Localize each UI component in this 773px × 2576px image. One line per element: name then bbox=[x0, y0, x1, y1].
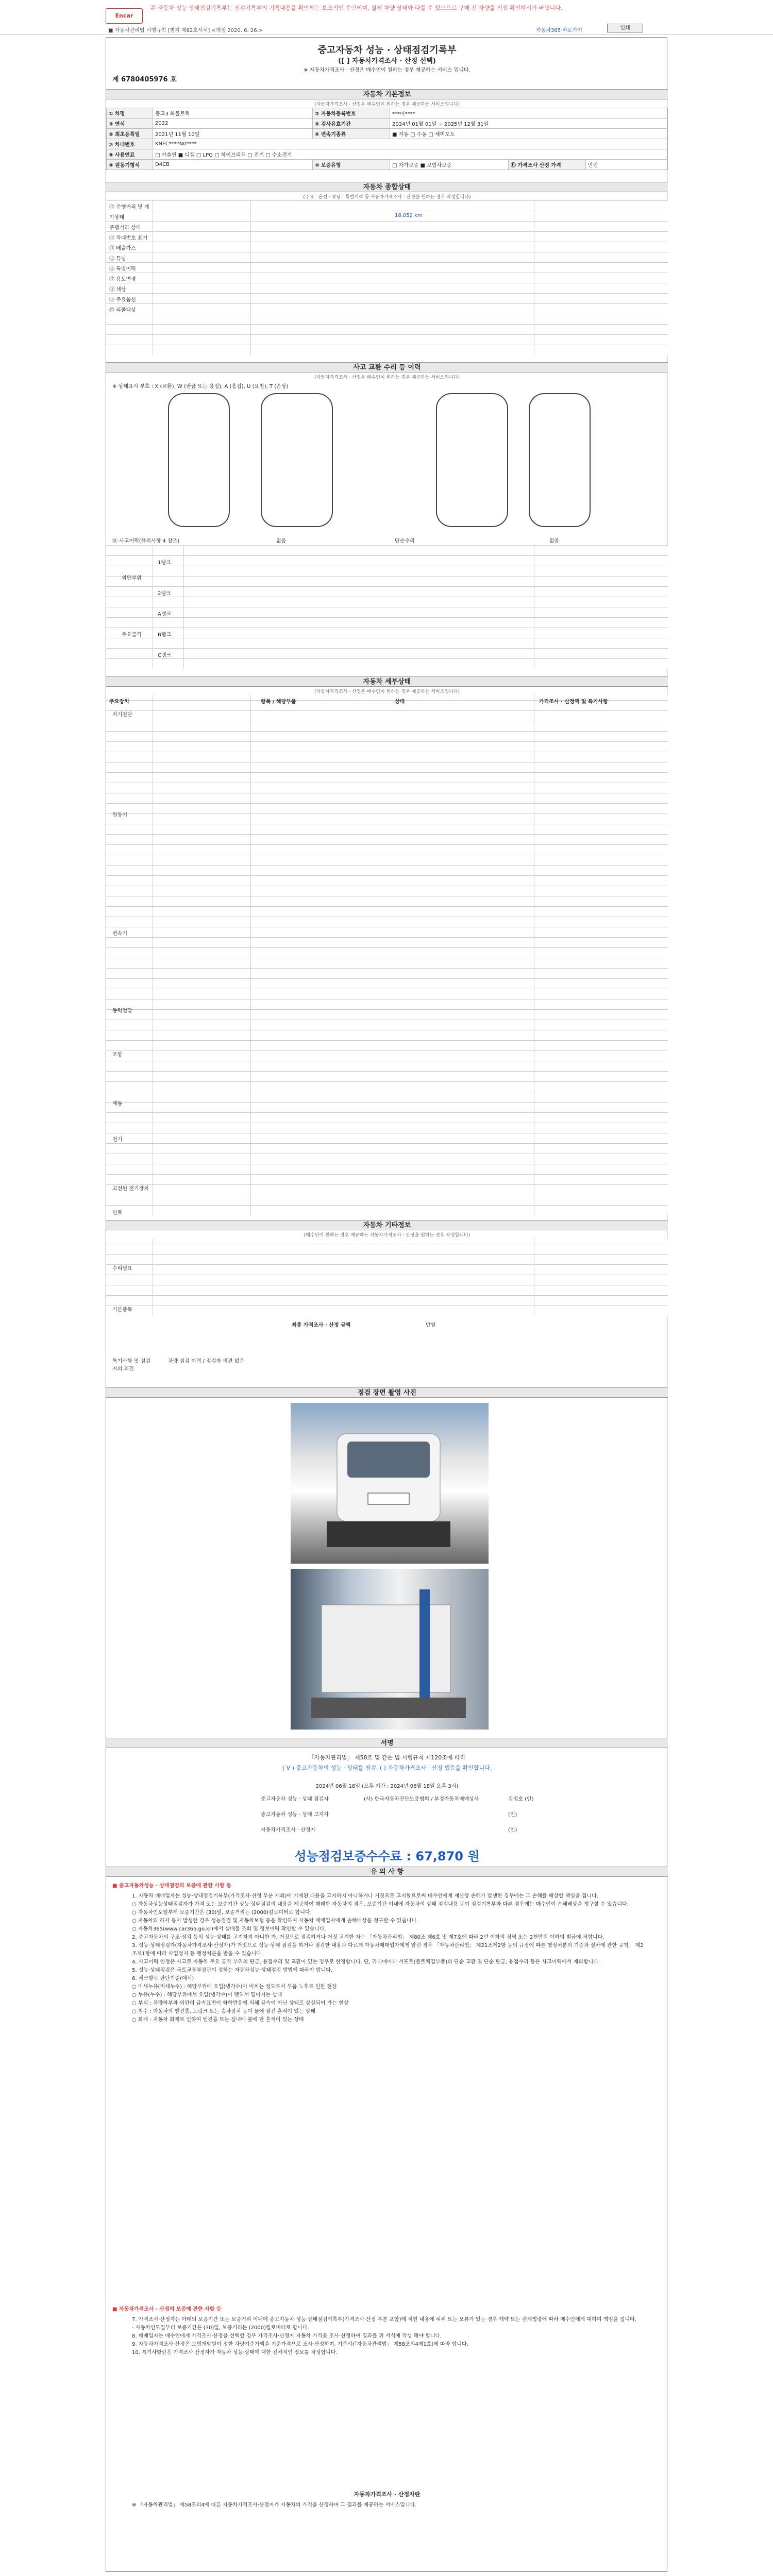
general-note: (주요 · 옵션 · 튜닝 · 특별이력 등 자동차가격조사 · 산정을 원하는 경우 작성합니다) bbox=[303, 195, 471, 200]
final-price-label: 최종 가격조사 · 산정 금액 bbox=[292, 1323, 351, 1328]
general-row: ⑱ 색상 bbox=[109, 287, 126, 293]
details-heading: 자동차 세부상태 bbox=[106, 676, 668, 687]
photo-heading: 점검 장면 촬영 사진 bbox=[106, 1387, 668, 1398]
fee-unit: 원 bbox=[467, 1849, 480, 1863]
col-price: 가격조사 · 산정액 및 특기사항 bbox=[539, 699, 608, 705]
note-item: ○ 누유(누수) : 해당부위에서 오일(냉각수)이 맺혀서 떨어지는 상태 bbox=[132, 1992, 282, 1998]
sign-inspector-value: (사) 한국자동차진단보증협회 / 부경자동차매매상사 bbox=[364, 1797, 479, 1802]
rank-c: C랭크 bbox=[158, 653, 172, 658]
accident-grid bbox=[106, 545, 668, 669]
value-fuel: □ 가솔린 ■ 디젤 □ LPG □ 하이브리드 □ 전기 □ 수소전기 bbox=[153, 149, 668, 160]
opinion-label: 특기사항 및 점검자의 의견 bbox=[112, 1359, 150, 1372]
truck-side-icon bbox=[291, 1569, 489, 1730]
note-item: ○ 자동차의 하자 등이 발생한 경우 성능점검 및 자동차보험 등을 확인하여 자동차 매매업자에게 손해배상을 청구할 수 있습니다. bbox=[132, 1918, 418, 1924]
fee-row bbox=[106, 1846, 668, 1861]
accident-note: (자동차가격조사 · 산정은 매수인이 원하는 경우 제공하는 서비스입니다) bbox=[314, 375, 460, 380]
rank-b: B랭크 bbox=[158, 632, 172, 638]
accident-q2-answer: 없음 bbox=[549, 538, 560, 544]
basic-note: (자동차가격조사 · 산정은 매수인이 원하는 경우 제공하는 서비스입니다) bbox=[314, 102, 460, 107]
label-year: ③ 연식 bbox=[107, 118, 153, 129]
details-note: (자동차가격조사 · 산정은 매수인이 원하는 경우 제공하는 서비스입니다) bbox=[314, 689, 460, 694]
other-note: (매수인이 원하는 경우 제공하는 자동차가격조사 · 산정을 원하는 경우 작성합니다) bbox=[304, 1233, 470, 1238]
note-item: 4. 사고이력 인정은 사고로 자동차 주요 골격 부위의 판금, 용접수리 및 교환이 있는 경우로 한정합니다. 단, 라디에이터 서포트(볼트체결부품)의 단순 교환 및 단순 판금, 용접수리 등은 사고이력에서 제외합니다. bbox=[132, 1959, 600, 1965]
notes-footer-text: ※ 「자동차관리법」 제58조의4에 따른 자동차가격조사·산정자가 자동차의 가격을 산정하여 그 결과를 제공하는 서비스입니다. bbox=[132, 2502, 417, 2508]
note-item: 9. 자동차가격조사·산정은 보험개발원이 정한 차량기준가액을 기준가격으로 조사·산정하며, 기준서(「자동차관리법」 제58조의4제1호)에 따라 합니다. bbox=[132, 2342, 468, 2347]
notes-heading: 유 의 사 항 bbox=[106, 1867, 668, 1877]
note-item: 6. 체크항목 판단기준(예시) bbox=[132, 1976, 194, 1981]
group-label: 전기 bbox=[112, 1137, 123, 1143]
note-item: ○ 자동차365(www.car365.go.kr)에서 실매물 조회 및 정보이력 확인할 수 있습니다. bbox=[132, 1926, 326, 1932]
general-row: ⑬ 차대번호 표기 bbox=[109, 235, 148, 241]
car-diagram-frame bbox=[436, 393, 508, 527]
label-first-reg: ⑤ 최초등록일 bbox=[107, 129, 153, 139]
label-fuel: ⑧ 사용연료 bbox=[107, 149, 153, 160]
other-repair: 수리필요 bbox=[112, 1266, 132, 1272]
doc-subtitle: ([ ] 자동차가격조사 · 산정 선택) bbox=[338, 57, 436, 65]
other-grid bbox=[106, 1239, 668, 1316]
notes-list bbox=[132, 1892, 647, 2024]
doc-subnote: ※ 자동차가격조사 · 산정은 매수인이 원하는 경우 제공하는 서비스 입니다. bbox=[304, 67, 470, 73]
general-heading: 자동차 종합상태 bbox=[106, 182, 668, 192]
value-inspection-validity: 2024년 01월 01일 ~ 2025년 12월 31일 bbox=[390, 118, 668, 129]
accident-heading: 사고 교환 수리 등 이력 bbox=[106, 362, 668, 372]
inspection-photo-front bbox=[291, 1403, 489, 1564]
sign-seller-value: (인) bbox=[508, 1812, 517, 1818]
note-item: 3. 성능·상태점검자(자동차가격조사·산정자)가 거짓으로 성능·상태 점검을 하거나 점검한 내용과 다르게 자동차매매업자에게 알린 경우 「자동차관리법」 제21조제2항 등의 규정에 따른 행정처분의 기준과 절차에 관한 규칙」 제2조제1항에 따라 사업정지 등 행정처분을 받을 수 있습니다. bbox=[132, 1943, 644, 1957]
general-row: ⑳ 리콜대상 bbox=[109, 308, 136, 313]
accident-main: 주요골격 bbox=[122, 632, 142, 638]
group-label: 변속기 bbox=[112, 931, 127, 937]
notes-sub1: ■ 중고자동차성능 · 상태점검의 보증에 관한 사항 등 bbox=[112, 1883, 231, 1889]
note-item: ○ 자동차인도일부터 보증기간은 (30)일, 보증거리는 (2000)킬로미터로 합니다. bbox=[132, 1910, 312, 1916]
sign-price-checker-value: (인) bbox=[508, 1827, 517, 1833]
note-item: 1. 자동차 매매업자는 성능·상태점검기록부(가격조사·산정 부분 제외)에 기재된 내용을 고지하지 아니하거나 거짓으로 고지함으로써 매수인에게 재산상 손해가 발생한 경우에는 그 손해를 배상할 책임을 집니다. bbox=[132, 1893, 599, 1899]
note-item: ○ 화재 : 자동차 화재로 인하여 엔진룸 또는 실내에 불에 탄 흔적이 있는 상태 bbox=[132, 2017, 304, 2023]
note-item: ○ 부식 : 차량하부와 외판의 금속표면이 화학반응에 의해 금속이 아닌 상태로 상실되어 가는 현상 bbox=[132, 2001, 349, 2006]
sign-check: ( V ) 중고자동차의 성능 · 상태를 점검, ( ) 자동차가격조사 · 산정 했음을 확인합니다. bbox=[282, 1765, 492, 1771]
label-car-name: ① 차명 bbox=[107, 108, 153, 118]
sign-name: 김정호 (인) bbox=[508, 1797, 534, 1802]
group-label: 동력전달 bbox=[112, 1008, 132, 1014]
inspection-document bbox=[106, 37, 667, 2572]
accident-q2: 단순수리 bbox=[395, 538, 415, 544]
value-vin: KNFC****N0**** bbox=[153, 139, 668, 149]
note-item: ○ 자동차성능상태점검자가 가격 또는 보증기간 성능·상태점검의 내용을 제공하여 매매한 자동차의 경우, 보증기간 이내에 자동차의 상태 점검내용 등이 점검기록부와 다른 경우에는 매수인이 손해배상을 청구할 수 있습니다. bbox=[132, 1902, 629, 1907]
notice-bar bbox=[0, 0, 773, 35]
sign-law: 「자동차관리법」 제58조 및 같은 법 시행규칙 제120조에 따라 bbox=[308, 1754, 466, 1761]
car365-link[interactable]: 자동차365 바로가기 bbox=[536, 28, 582, 33]
general-row: ⑮ 튜닝 bbox=[109, 256, 126, 262]
encar-logo[interactable]: Encar bbox=[106, 8, 143, 24]
group-label: 고전원 전기장치 bbox=[112, 1186, 149, 1192]
note-item: 2. 중고자동차의 구조·장치 등의 성능·상태를 고지하지 아니한 자, 거짓으로 점검하거나 거짓 고지한 자는 「자동차관리법」 제80조 제6호 및 제7호에 따라 2년 이하의 징역 또는 2천만원 이하의 벌금에 처합니다. bbox=[132, 1935, 604, 1940]
label-reg-no: ② 자동차등록번호 bbox=[313, 108, 390, 118]
final-price-unit: 만원 bbox=[426, 1323, 436, 1328]
general-row-labels bbox=[109, 202, 154, 316]
notes-footer-title: 자동차가격조사 · 산정자란 bbox=[354, 2491, 421, 2498]
truck-front-icon bbox=[291, 1403, 489, 1564]
note-item: - 자동차인도일부터 보증기간은 (30)일, 보증거리는 (2000)킬로미터로 합니다. bbox=[132, 2325, 309, 2331]
general-row: ⑭ 배출가스 bbox=[109, 246, 136, 251]
car-diagram-top bbox=[168, 393, 230, 527]
general-grid bbox=[106, 200, 668, 355]
mileage-value: 18,052 km bbox=[395, 213, 423, 218]
group-label: 원동기 bbox=[112, 812, 127, 818]
group-label: 자기진단 bbox=[112, 712, 132, 718]
value-warranty: □ 자가보증 ■ 보험사보증 bbox=[390, 160, 509, 170]
record-number: 제 6780405976 호 bbox=[112, 76, 177, 83]
fee-label: 성능점검보증수수료 : bbox=[294, 1849, 412, 1863]
value-car-name: 봉고3 화물트럭 bbox=[153, 108, 313, 118]
other-basic: 기본품목 bbox=[112, 1307, 132, 1313]
label-vin: ⑦ 차대번호 bbox=[107, 139, 153, 149]
general-row: 주행거리 상태 bbox=[109, 225, 141, 231]
other-heading: 자동차 기타정보 bbox=[106, 1220, 668, 1230]
note-item: 10. 특기사항란은 가격조사·산정자가 자동차 성능·상태에 대한 전체적인 정보를 작성합니다. bbox=[132, 2350, 338, 2355]
accident-q1-answer: 없음 bbox=[276, 538, 287, 544]
note-item: ○ 미세누유(미세누수) : 해당부위에 오일(냉각수)이 비치는 정도로서 부품 노후로 인한 현상 bbox=[132, 1984, 337, 1990]
sign-seller: 중고자동차 성능 · 상태 고지자 bbox=[261, 1812, 329, 1818]
label-price: ⑪ 가격조사 산정 가격 bbox=[509, 160, 586, 170]
value-year: 2022 bbox=[153, 118, 313, 129]
general-row: ⑲ 주요옵션 bbox=[109, 297, 136, 303]
basic-table bbox=[106, 108, 668, 170]
accident-q1: ㉑ 사고이력(유의사항 4 참조) bbox=[112, 538, 180, 544]
value-first-reg: 2021년 11월 10일 bbox=[153, 129, 313, 139]
note-item: 5. 성능·상태점검은 국토교통부장관이 정하는 자동차성능·상태점검 방법에 따라야 합니다. bbox=[132, 1968, 333, 1973]
sign-date: 2024년 06월 18일 (오후 기간 : 2024년 06월 18일 오후 3시) bbox=[315, 1784, 459, 1789]
details-grid bbox=[106, 695, 668, 1215]
inspection-photo-side bbox=[291, 1569, 489, 1730]
accident-legend: ※ 상태표시 부호 : X (교환), W (판금 또는 용접), A (흠집), U (요철), T (손상) bbox=[112, 384, 289, 389]
basic-heading: 자동차 기본정보 bbox=[106, 89, 668, 99]
sign-heading: 서명 bbox=[106, 1738, 668, 1748]
fee-value: 67,870 bbox=[415, 1849, 464, 1863]
value-transmission: ■ 자동 □ 수동 □ 세미오토 bbox=[390, 129, 668, 139]
notes-sub2: ■ 자동차가격조사 · 산정의 보증에 관한 사항 등 bbox=[112, 2307, 222, 2312]
car-diagram-rear bbox=[529, 393, 591, 527]
sign-price-checker: 자동차가격조사 · 산정자 bbox=[261, 1827, 316, 1833]
notice-text: 본 자동차 성능·상태점검기록부는 점검기록부의 기록내용을 확인하는 보조적인 수단이며, 실제 차량 상태와 다를 수 있으므로 구매 전 차량을 직접 확인하시기 바랍니다. bbox=[150, 5, 563, 11]
col-item: 항목 / 해당부품 bbox=[261, 699, 296, 705]
label-engine: ⑨ 원동기형식 bbox=[107, 160, 153, 170]
rank-2: 2랭크 bbox=[158, 591, 171, 597]
accident-outer: 외판부위 bbox=[122, 575, 142, 581]
col-device: 주요장치 bbox=[109, 699, 129, 705]
group-label: 제동 bbox=[112, 1101, 123, 1107]
note-item: 7. 가격조사·산정자는 아래의 보증기간 또는 보증거리 이내에 중고자동차 성능·상태점검기록부(가격조사·산정 부분 포함)에 적힌 내용에 허위 또는 오류가 있는 경우 계약 또는 관계법령에 따라 매수인에게 대하여 책임을 집니다. bbox=[132, 2317, 636, 2323]
label-inspection-validity: ④ 검사유효기간 bbox=[313, 118, 390, 129]
print-button[interactable]: 인쇄 bbox=[607, 24, 643, 32]
form-meta: ■ 자동차관리법 시행규칙 [별지 제82호서식] <개정 2020. 6. 26.> bbox=[108, 28, 263, 33]
value-engine: D4CB bbox=[153, 160, 313, 170]
doc-title: 중고자동차 성능 · 상태점검기록부 bbox=[317, 45, 457, 56]
notes-list-2 bbox=[132, 2316, 647, 2357]
value-reg-no: ***어**** bbox=[390, 108, 668, 118]
value-price: 만원 bbox=[586, 160, 668, 170]
label-transmission: ⑥ 변속기종류 bbox=[313, 129, 390, 139]
car-diagram-front bbox=[261, 393, 333, 527]
general-row: ⑯ 특별이력 bbox=[109, 266, 136, 272]
note-item: ○ 침수 : 자동차의 엔진룸, 트렁크 또는 승차장치 등이 물에 잠긴 흔적이 있는 상태 bbox=[132, 2009, 316, 2014]
general-row: ⑫ 주행거리 및 계기상태 bbox=[109, 205, 149, 221]
sign-inspector: 중고자동차 성능 · 상태 점검자 bbox=[261, 1797, 329, 1802]
group-label: 조향 bbox=[112, 1052, 123, 1058]
group-label: 연료 bbox=[112, 1210, 123, 1216]
label-warranty: ⑩ 보증유형 bbox=[313, 160, 390, 170]
rank-1: 1랭크 bbox=[158, 560, 171, 566]
rank-a: A랭크 bbox=[158, 612, 172, 617]
opinion-value: 차량 점검 이력 / 점검자 의견 없음 bbox=[168, 1359, 245, 1364]
col-state: 상태 bbox=[395, 699, 405, 705]
general-row: ⑰ 용도변경 bbox=[109, 277, 136, 282]
note-item: 8. 매매업자는 매수인에게 가격조사·산정을 선택할 경우 가격조사·산정자 자동차 가격을 조사·산정하여 결과를 위 서식에 작성 해야 합니다. bbox=[132, 2333, 442, 2339]
